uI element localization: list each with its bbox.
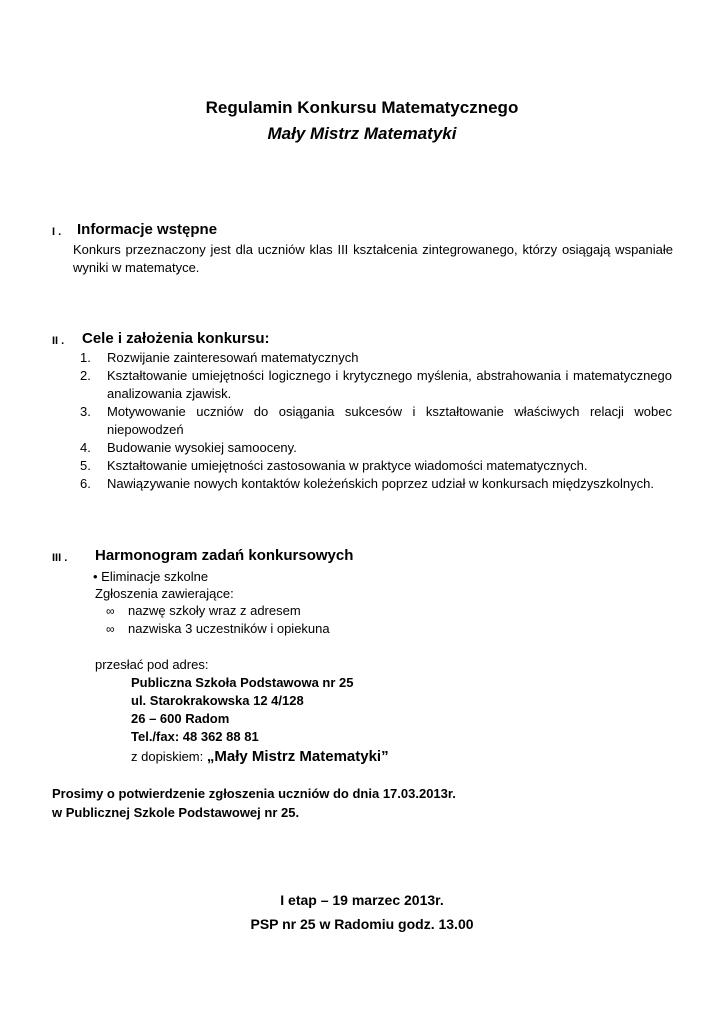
address-line: ul. Starokrakowska 12 4/128 <box>131 693 304 708</box>
goal-item <box>80 403 672 439</box>
infinity-bullet-icon: ∞ <box>106 604 115 618</box>
section-1-number: I . <box>52 226 62 238</box>
goal-text: Motywowanie uczniów do osiągania sukcesów i kształtowanie właściwych relacji wobec niepowodzeń <box>107 404 672 437</box>
document-title: Regulamin Konkursu Matematycznego <box>205 98 519 117</box>
goal-number: 3. <box>80 404 91 419</box>
annotation-prefix: z dopiskiem: <box>131 749 207 764</box>
section-1-text: Konkurs przeznaczony jest dla uczniów klas III kształcenia zintegrowanego, którzy osiągają wspaniałe wyniki w matematyce. <box>73 242 673 275</box>
section-1-heading: Informacje wstępne <box>77 221 218 238</box>
address-line: Tel./fax: 48 362 88 81 <box>131 729 259 744</box>
stage-date: I etap – 19 marzec 2013r. <box>280 892 444 908</box>
application-item: nazwiska 3 uczestników i opiekuna <box>128 621 330 636</box>
stage-label: • Eliminacje szkolne <box>93 569 209 584</box>
send-label: przesłać pod adres: <box>95 657 209 672</box>
confirmation-line-1: Prosimy o potwierdzenie zgłoszenia uczniów do dnia 17.03.2013r. <box>52 786 456 801</box>
document-subtitle: Mały Mistrz Matematyki <box>267 124 457 143</box>
address-line: 26 – 600 Radom <box>131 711 230 726</box>
annotation-value: „Mały Mistrz Matematyki” <box>206 748 389 765</box>
goal-item <box>80 475 672 493</box>
goals-list <box>80 349 672 493</box>
annotation-line <box>131 748 389 765</box>
goal-text: Rozwijanie zainteresowań matematycznych <box>107 350 359 365</box>
goal-number: 2. <box>80 368 91 383</box>
section-2-heading: Cele i założenia konkursu: <box>82 330 270 347</box>
goal-text: Budowanie wysokiej samooceny. <box>107 440 297 455</box>
goal-number: 5. <box>80 458 91 473</box>
goal-item <box>80 349 672 367</box>
goal-text: Nawiązywanie nowych kontaktów koleżeńskich poprzez udział w konkursach międzyszkolnych. <box>107 476 654 491</box>
goal-number: 6. <box>80 476 91 491</box>
goal-text: Kształtowanie umiejętności logicznego i krytycznego myślenia, abstrahowania i matematycznego analizowania zjawisk. <box>107 368 672 401</box>
infinity-bullet-icon: ∞ <box>106 622 115 636</box>
confirmation-line-2: w Publicznej Szkole Podstawowej nr 25. <box>52 805 300 820</box>
applications-label: Zgłoszenia zawierające: <box>95 586 234 601</box>
goal-text: Kształtowanie umiejętności zastosowania w praktyce wiadomości matematycznych. <box>107 458 588 473</box>
section-3-number: III . <box>52 552 68 564</box>
application-item: nazwę szkoły wraz z adresem <box>128 603 301 618</box>
goal-number: 4. <box>80 440 91 455</box>
section-2-number: II . <box>52 335 65 347</box>
address-line: Publiczna Szkoła Podstawowa nr 25 <box>131 675 354 690</box>
goal-item <box>80 457 672 475</box>
section-3-heading: Harmonogram zadań konkursowych <box>95 547 354 564</box>
goal-item <box>80 439 672 457</box>
goal-number: 1. <box>80 350 91 365</box>
stage-location: PSP nr 25 w Radomiu godz. 13.00 <box>250 916 474 932</box>
goal-item <box>80 367 672 403</box>
